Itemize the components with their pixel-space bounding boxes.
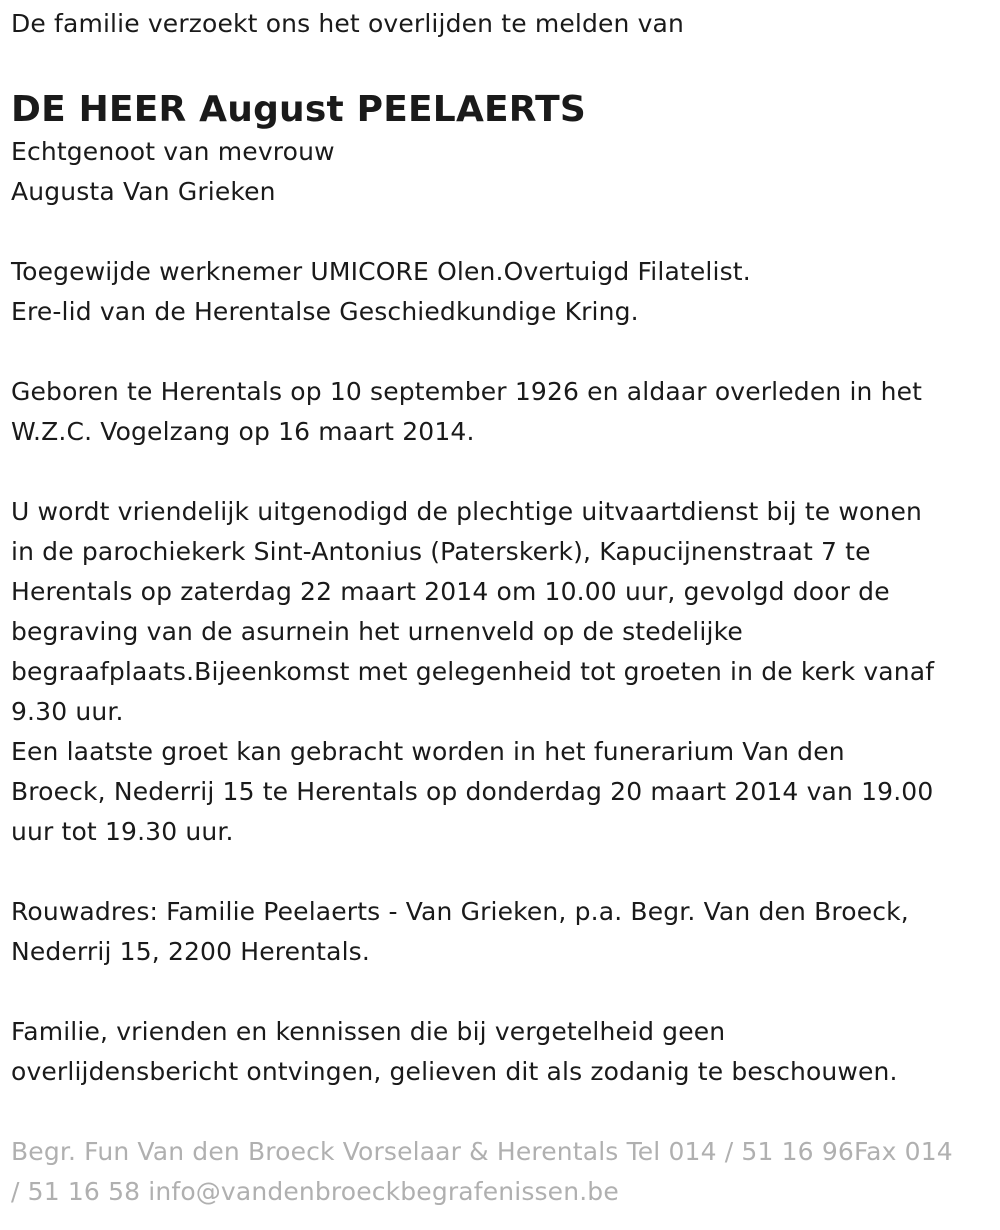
funeral-line: begraafplaats.Bijeenkomst met gelegenheid tot groeten in de kerk vanaf <box>11 657 935 686</box>
deceased-name: DE HEER August PEELAERTS <box>11 89 586 130</box>
address-section <box>11 892 990 972</box>
address-line: Nederrij 15, 2200 Herentals. <box>11 937 370 966</box>
affiliations-section <box>11 252 990 332</box>
affiliation-line: Ere-lid van de Herentalse Geschiedkundige Kring. <box>11 297 639 326</box>
birth-death-line: Geboren te Herentals op 10 september 1926 en aldaar overleden in het <box>11 377 923 406</box>
address-line: Rouwadres: Familie Peelaerts - Van Grieken, p.a. Begr. Van den Broeck, <box>11 897 909 926</box>
funeral-line: uur tot 19.30 uur. <box>11 817 234 846</box>
notice-line: Familie, vrienden en kennissen die bij vergetelheid geen <box>11 1017 726 1046</box>
funeral-line: in de parochiekerk Sint-Antonius (Paterskerk), Kapucijnenstraat 7 te <box>11 537 871 566</box>
funeral-line: begraving van de asurnein het urnenveld op de stedelijke <box>11 617 743 646</box>
footer-line: / 51 16 58 info@vandenbroeckbegrafenissen.be <box>11 1177 619 1206</box>
notice-section <box>11 1012 990 1092</box>
funeral-line: Broeck, Nederrij 15 te Herentals op donderdag 20 maart 2014 van 19.00 <box>11 777 934 806</box>
funeral-line: U wordt vriendelijk uitgenodigd de plechtige uitvaartdienst bij te wonen <box>11 497 922 526</box>
intro-text: De familie verzoekt ons het overlijden te melden van <box>11 9 685 38</box>
footer-line: Begr. Fun Van den Broeck Vorselaar & Herentals Tel 014 / 51 16 96Fax 014 <box>11 1137 953 1166</box>
funeral-home-footer <box>11 1132 990 1212</box>
affiliation-line: Toegewijde werknemer UMICORE Olen.Overtuigd Filatelist. <box>11 257 751 286</box>
funeral-line: 9.30 uur. <box>11 697 124 726</box>
notice-line: overlijdensbericht ontvingen, gelieven dit als zodanig te beschouwen. <box>11 1057 898 1086</box>
funeral-line: Een laatste groet kan gebracht worden in het funerarium Van den <box>11 737 845 766</box>
birth-death-line: W.Z.C. Vogelzang op 16 maart 2014. <box>11 417 475 446</box>
spouse-section <box>11 132 990 212</box>
birth-death-section <box>11 372 990 452</box>
spouse-line: Augusta Van Grieken <box>11 177 276 206</box>
funeral-line: Herentals op zaterdag 22 maart 2014 om 10.00 uur, gevolgd door de <box>11 577 890 606</box>
spouse-line: Echtgenoot van mevrouw <box>11 137 335 166</box>
funeral-section <box>11 492 990 852</box>
